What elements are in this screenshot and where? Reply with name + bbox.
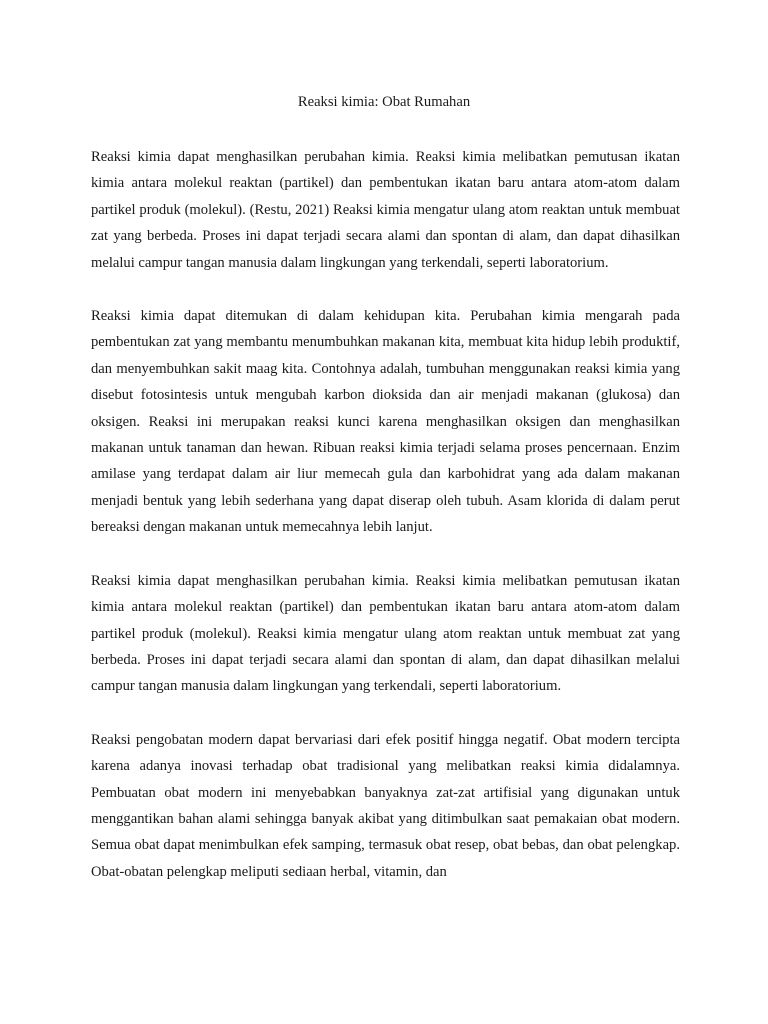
document-body [91, 144, 680, 912]
paragraph-3: Reaksi kimia dapat menghasilkan perubahan kimia. Reaksi kimia melibatkan pemutusan ikatan kimia antara molekul reaktan (partikel) dan pembentukan ikatan baru antara atom-atom dalam partikel produk (molekul). Reaksi kimia mengatur ulang atom reaktan untuk membuat zat yang berbeda. Proses ini dapat terjadi secara alami dan spontan di alam, dan dapat dihasilkan melalui campur tangan manusia dalam lingkungan yang terkendali, seperti laboratorium. [91, 572, 680, 695]
paragraph-2: Reaksi kimia dapat ditemukan di dalam kehidupan kita. Perubahan kimia mengarah pada pembentukan zat yang membantu menumbuhkan makanan kita, membuat kita hidup lebih produktif, dan menyembuhkan sakit maag kita. Contohnya adalah, tumbuhan menggunakan reaksi kimia yang disebut fotosintesis untuk mengubah karbon dioksida dan air menjadi makanan (glukosa) dan oksigen. Reaksi ini merupakan reaksi kunci karena menghasilkan oksigen dan menghasilkan makanan untuk tanaman dan hewan. Ribuan reaksi kimia terjadi selama proses pencernaan. Enzim amilase yang terdapat dalam air liur memecah gula dan karbohidrat yang ada dalam makanan menjadi bentuk yang lebih sederhana yang dapat diserap oleh tubuh. Asam klorida di dalam perut bereaksi dengan makanan untuk memecahnya lebih lanjut. [91, 308, 680, 536]
document-title: Reaksi kimia: Obat Rumahan [297, 94, 471, 110]
paragraph-1: Reaksi kimia dapat menghasilkan perubahan kimia. Reaksi kimia melibatkan pemutusan ikatan kimia antara molekul reaktan (partikel) dan pembentukan ikatan baru antara atom-atom dalam partikel produk (molekul). (Restu, 2021) Reaksi kimia mengatur ulang atom reaktan untuk membuat zat yang berbeda. Proses ini dapat terjadi secara alami dan spontan di alam, dan dapat dihasilkan melalui campur tangan manusia dalam lingkungan yang terkendali, seperti laboratorium. [91, 149, 680, 271]
paragraph-4: Reaksi pengobatan modern dapat bervariasi dari efek positif hingga negatif. Obat modern tercipta karena adanya inovasi terhadap obat tradisional yang melibatkan reaksi kimia didalamnya. Pembuatan obat modern ini menyebabkan banyaknya zat-zat artifisial yang digunakan untuk menggantikan bahan alami sehingga banyak akibat yang ditimbulkan saat pemakaian obat modern. Semua obat dapat menimbulkan efek samping, termasuk obat resep, obat bebas, dan obat pelengkap. Obat-obatan pelengkap meliputi sediaan herbal, vitamin, dan [91, 731, 680, 880]
